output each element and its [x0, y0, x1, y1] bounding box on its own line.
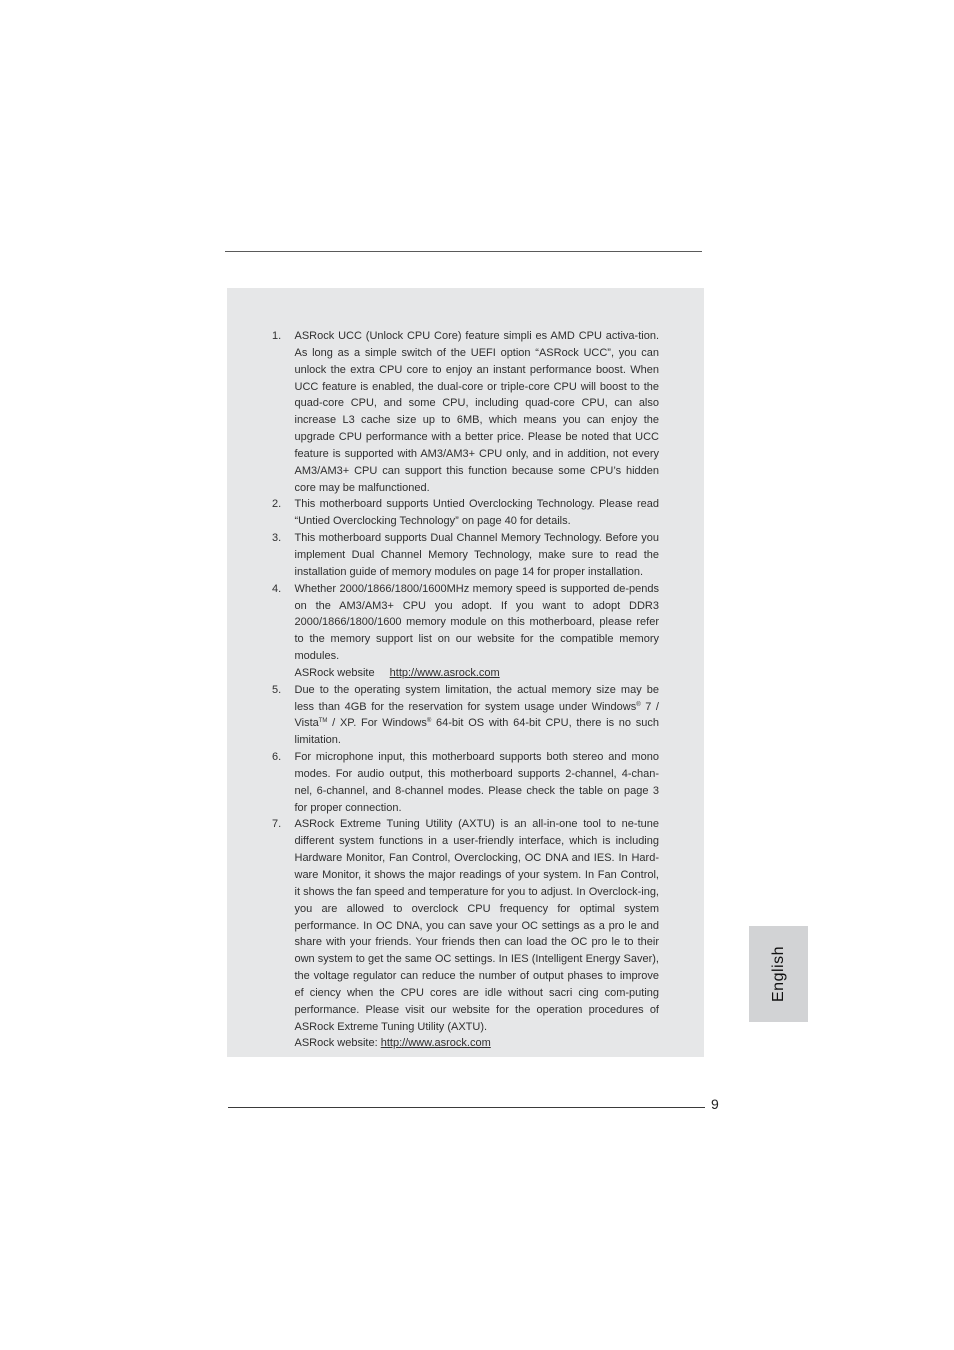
note-number: 1.	[272, 330, 282, 342]
registered-mark: ®	[636, 701, 641, 708]
note-item-2	[272, 496, 659, 530]
website-link[interactable]: http://www.asrock.com	[389, 666, 500, 679]
website-line	[295, 1035, 660, 1052]
note-item-7	[272, 816, 659, 1052]
note-number: 2.	[272, 498, 282, 511]
website-link[interactable]: http://www.asrock.com	[380, 1037, 491, 1050]
trademark-mark: TM	[318, 718, 328, 725]
note-number: 6.	[272, 751, 282, 764]
note-text: For microphone input, this motherboard supports both stereo and mono modes. For audio output, this motherboard supports 2-channel, 4-chan-nel, 6-channel, and 8-channel modes. Please check the table on page 3 for proper connection.	[294, 751, 659, 814]
note-number: 5.	[272, 683, 282, 696]
registered-mark: ®	[426, 718, 432, 725]
header-rule	[225, 251, 702, 252]
note-text-part: 7 / Vista	[294, 700, 659, 730]
note-text: This motherboard supports Dual Channel Memory Technology. Before you implement Dual Channel Memory Technology, make sure to read the installation guide of memory modules on page 14 for proper installation.	[294, 532, 659, 578]
note-item-1	[272, 328, 659, 496]
note-text: ASRock Extreme Tuning Utility (AXTU) is an all-in-one tool to ne-tune different system functions in a user-friendly interface, which is including Hardware Monitor, Fan Control, Overclocking, OC DNA and IES. In Hard-ware Monitor, it shows the major readings of your system. In Fan Control, it shows the fan speed and temperature for you to adjust. In Overclock-ing, you are allowed to overclock CPU frequency for optimal system performance. In OC DNA, you can save your OC settings as a pro le and share with your friends. Your friends then can load the OC pro le to their own system to get the same OC settings. In IES (Intelligent Energy Saver), the voltage regulator can reduce the number of output phases to improve ef ciency when the CPU cores are idle without sacri cing com-puting performance. Please visit our website for the operation procedures of ASRock Extreme Tuning Utility (AXTU).	[294, 818, 659, 1033]
language-tab	[749, 926, 808, 1022]
note-item-4	[272, 581, 659, 682]
note-text-part: / XP. For Windows	[327, 717, 427, 730]
note-text: Whether 2000/1866/1800/1600MHz memory speed is supported de-pends on the AM3/AM3+ CPU you adopt. If you want to adopt DDR3 2000/1866/1800/1600 memory module on this motherboard, please refer to the memory support list on our website for the compatible memory modules.	[294, 582, 659, 663]
note-text-part: 64-bit OS with 64-bit CPU, there is no such limitation.	[294, 717, 660, 747]
footer-rule	[228, 1107, 705, 1108]
note-item-6	[272, 749, 659, 816]
note-number: 4.	[272, 582, 282, 595]
website-label: ASRock website:	[294, 1037, 378, 1050]
note-item-3	[272, 530, 659, 581]
language-tab-label: English	[769, 946, 787, 1002]
website-label: ASRock website	[294, 666, 375, 679]
note-text: This motherboard supports Untied Overclocking Technology. Please read “Untied Overclocking Technology” on page 40 for details.	[294, 498, 659, 528]
note-number: 7.	[272, 818, 282, 831]
note-text-part: Due to the operating system limitation, the actual memory size may be less than 4GB for the reservation for system usage under Windows	[294, 683, 659, 713]
page-number: 9	[711, 1096, 719, 1112]
note-text: ASRock UCC (Unlock CPU Core) feature simpli es AMD CPU activa-tion. As long as a simple switch of the UEFI option “ASRock UCC”, you can unlock the extra CPU core to enjoy an instant performance boost. When UCC feature is enabled, the dual-core or triple-core CPU will boost to the quad-core CPU, and some CPU, including quad-core CPU, can also increase L3 cache size up to 6MB, which means you can enjoy the upgrade CPU performance with a better price. Please be noted that UCC feature is supported with AM3/AM3+ CPU only, and in addition, not every AM3/AM3+ CPU can support this function because some CPU’s hidden core may be malfunctioned.	[294, 330, 659, 494]
note-text	[295, 682, 660, 749]
note-item-5	[272, 682, 659, 749]
note-number: 3.	[272, 532, 282, 545]
notes-list	[272, 328, 659, 1052]
website-line	[295, 665, 660, 682]
